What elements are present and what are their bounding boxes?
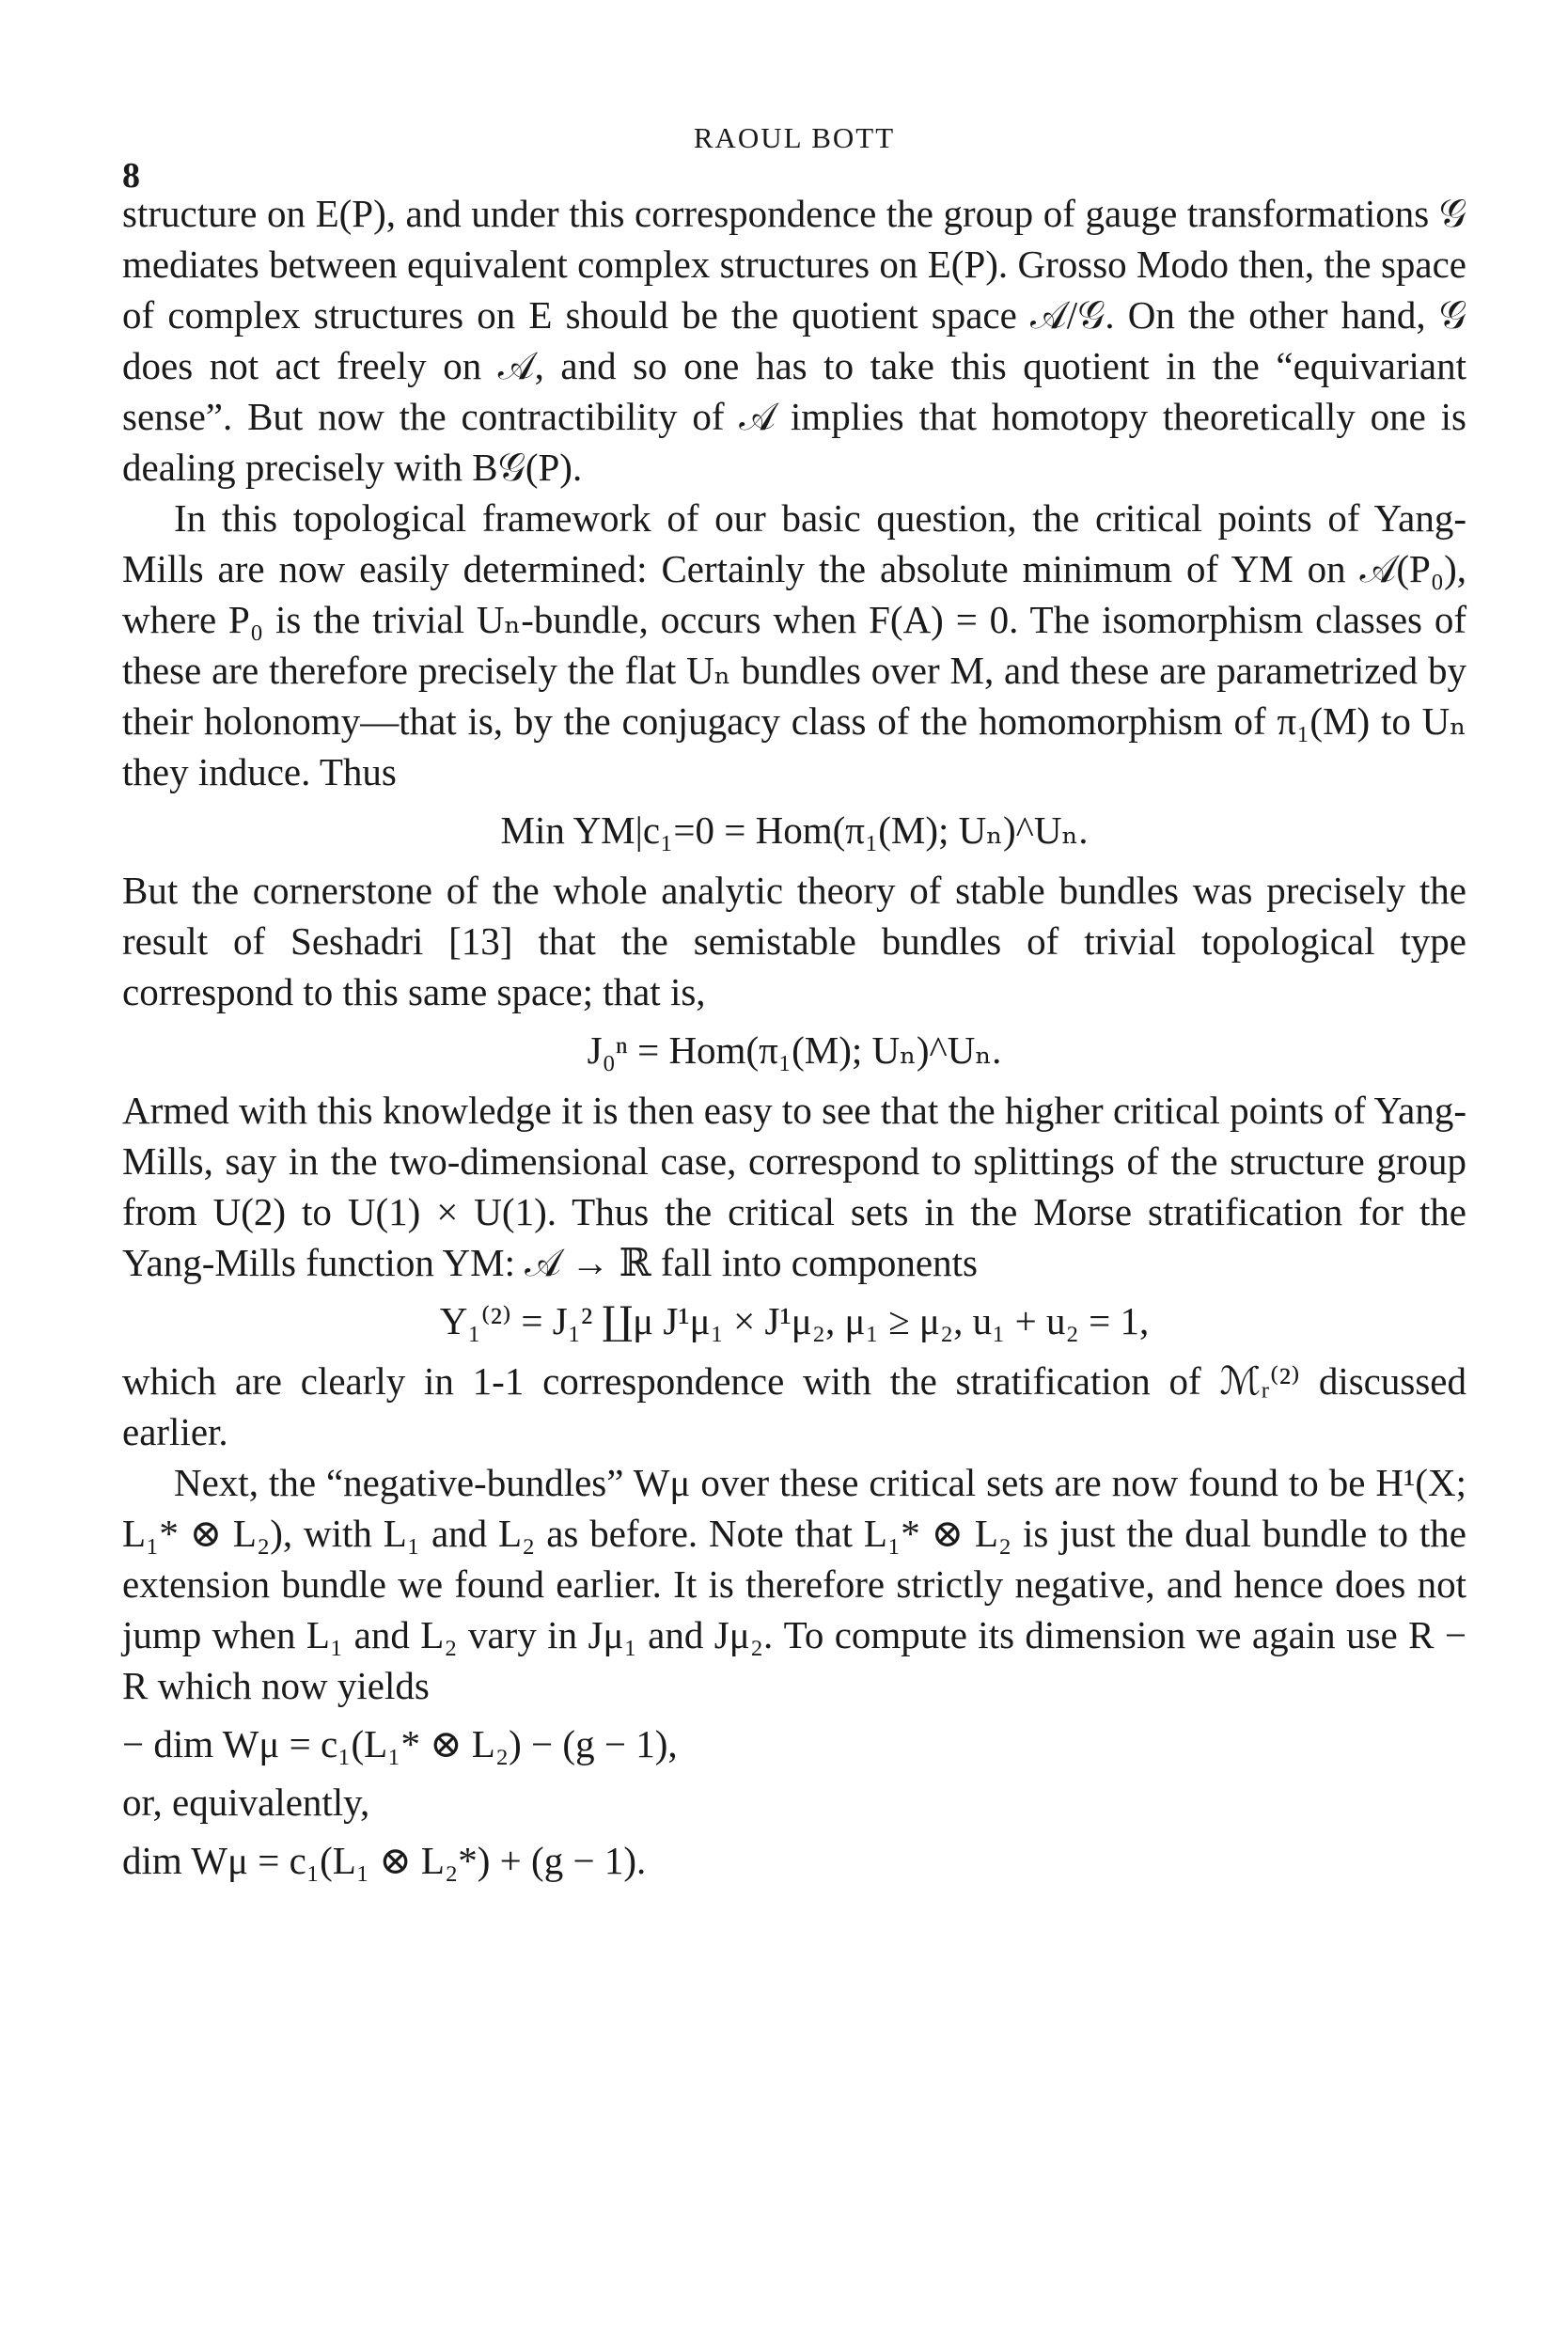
- document-page: [122, 99, 1466, 1893]
- equation-min-ym: Min YM|c₁=0 = Hom(π₁(M); Uₙ)^Uₙ.: [500, 808, 1089, 852]
- equation-critical-sets: Y₁⁽²⁾ = J₁² ∐μ J¹μ₁ × J¹μ₂, μ₁ ≥ μ₂, u₁ + u₂ = 1,: [439, 1299, 1150, 1342]
- page-number: 8: [122, 156, 140, 196]
- paragraph-5: which are clearly in 1-1 correspondence with the stratification of ℳᵣ⁽²⁾ discussed earlier.: [122, 1359, 1466, 1453]
- equation-dim: dim Wμ = c₁(L₁ ⊗ L₂*) + (g − 1).: [122, 1839, 647, 1882]
- paragraph-6: Next, the “negative-bundles” Wμ over these critical sets are now found to be H¹(X; L₁* ⊗ L₂), with L₁ and L₂ as before. Note that L₁* ⊗ L₂ is just the dual bundle to the extension bundle we found earlier. It is therefore strictly negative, and hence does not jump when L₁ and L₂ vary in Jμ₁ and Jμ₂. To compute its dimension we again use R − R which now yields: [122, 1461, 1466, 1707]
- paragraph-2: In this topological framework of our basic question, the critical points of Yang-Mills are now easily determined: Certainly the absolute minimum of YM on 𝒜(P₀), where P₀ is the trivial Uₙ-bundle, occurs when F(A) = 0. The isomorphism classes of these are therefore precisely the flat Uₙ bundles over M, and these are parametrized by their holonomy—that is, by the conjugacy class of the homomorphism of π₁(M) to Uₙ they induce. Thus: [122, 496, 1466, 793]
- paragraph-1: structure on E(P), and under this correspondence the group of gauge transformations 𝒢 mediates between equivalent complex structures on E(P). Grosso Modo then, the space of complex structures on E should be the quotient space 𝒜/𝒢. On the other hand, 𝒢 does not act freely on 𝒜, and so one has to take this quotient in the “equivariant sense”. But now the contractibility of 𝒜 implies that homotopy theoretically one is dealing precisely with B𝒢(P).: [122, 192, 1466, 489]
- page-header: [122, 99, 1466, 196]
- paragraph-3: But the cornerstone of the whole analytic theory of stable bundles was precisely the result of Seshadri [13] that the semistable bundles of trivial topological type correspond to this same space; that is,: [122, 869, 1466, 1013]
- equation-neg-dim: − dim Wμ = c₁(L₁* ⊗ L₂) − (g − 1),: [122, 1722, 678, 1765]
- equation-seshadri: J₀ⁿ = Hom(π₁(M); Uₙ)^Uₙ.: [587, 1028, 1002, 1072]
- running-head: RAOUL BOTT: [693, 121, 896, 154]
- paragraph-7: or, equivalently,: [122, 1781, 370, 1824]
- paragraph-4: Armed with this knowledge it is then easy to see that the higher critical points of Yang-Mills, say in the two-dimensional case, correspond to splittings of the structure group from U(2) to U(1) × U(1). Thus the critical sets in the Morse stratification for the Yang-Mills function YM: 𝒜 → ℝ fall into components: [122, 1089, 1466, 1284]
